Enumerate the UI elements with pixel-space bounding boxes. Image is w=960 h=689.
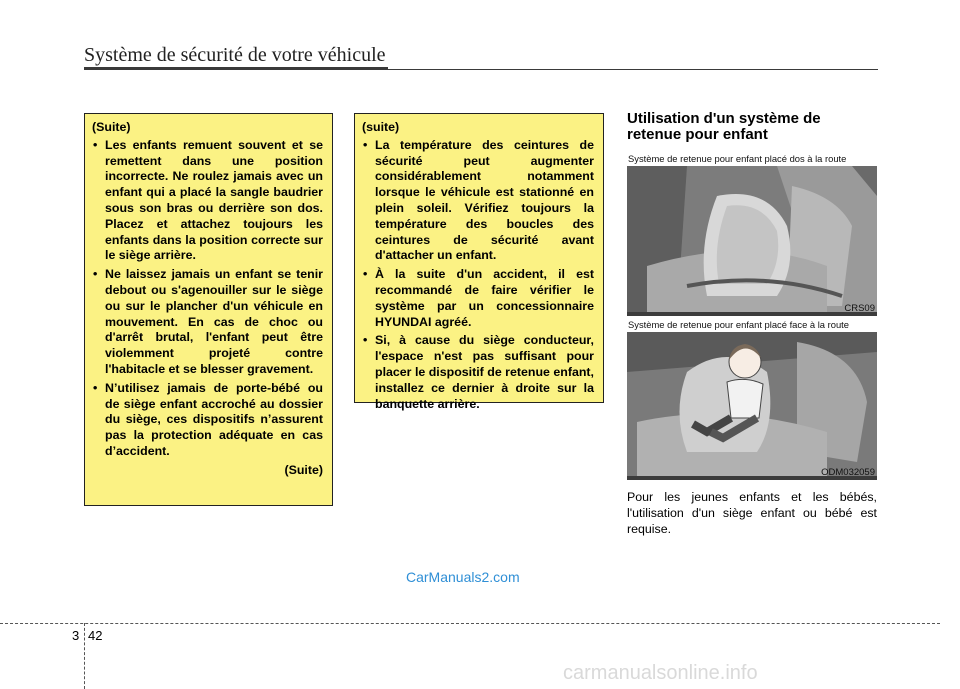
watermark-link[interactable]: CarManuals2.com [406,569,520,585]
figure1-code: CRS09 [844,303,875,314]
figure2-caption: Système de retenue pour enfant placé face à la route [628,319,849,330]
section-title: Utilisation d'un système de retenue pour enfant [627,110,821,143]
warning-left-list [92,138,323,460]
warning-left-item-1: • Les enfants remuent souvent et se remettent dans une position incorrecte. Ne roulez jamais avec un enfant qui a placé la sangle baudrier sous son bras ou derrière son dos. Placez et attachez toujours les enfants dans la position correcte sur le siège arrière. [92,138,323,264]
figure1-caption: Système de retenue pour enfant placé dos à la route [628,153,847,164]
footer-site-watermark: carmanualsonline.info [563,662,758,684]
warning-left-item-3: • N’utilisez jamais de porte-bébé ou de siège enfant accroché au dossier du siège, ces dispositifs n’assurent pas la protection adéquate en cas d’accident. [92,381,323,460]
header-rule-thick [84,67,388,70]
warning-right-item-1: • La température des ceintures de sécurité peut augmenter considérablement notamment lorsque le véhicule est stationné en plein soleil. Vérifiez toujours la température des boucles des ceintures de sécurité avant d'attacher un enfant. [362,138,594,264]
figure1-rear-facing-seat-illustration [627,166,877,316]
header-rule-thin [388,69,878,70]
rear-facing-seat-drawing [627,166,877,316]
figure2-forward-facing-seat-illustration [627,332,877,480]
warning-left-heading: (Suite) [92,120,131,134]
footer-vertical-rule [84,623,85,689]
warning-right-heading: (suite) [362,120,400,134]
warning-left-continued: (Suite) [284,462,323,477]
footer-dashed-rule [0,623,940,624]
forward-facing-seat-drawing [627,332,877,480]
warning-left-item-2: • Ne laissez jamais un enfant se tenir debout ou s'agenouiller sur le siège ou sur le plancher d'un véhicule en mouvement. En cas de choc ou d'arrêt brutal, l'enfant peut être violemment projeté contre l'habitacle et se blesser gravement. [92,267,323,378]
chapter-number: 3 [72,628,80,643]
warning-right-list [362,138,594,413]
warning-box-left [84,113,333,506]
figure2-code: ODM032059 [821,467,875,478]
page-number: 42 [88,628,103,643]
body-paragraph: Pour les jeunes enfants et les bébés, l'utilisation d'un siège enfant ou bébé est requise. [627,490,877,536]
warning-right-item-2: • À la suite d'un accident, il est recommandé de faire vérifier le système par un concessionnaire HYUNDAI agréé. [362,267,594,330]
warning-box-right [354,113,604,411]
page-header-title: Système de sécurité de votre véhicule [84,44,386,66]
warning-right-item-3: • Si, à cause du siège conducteur, l'espace n'est pas suffisant pour placer le dispositif de retenue enfant, installez ce dernier à droite sur la banquette arrière. [362,333,594,412]
